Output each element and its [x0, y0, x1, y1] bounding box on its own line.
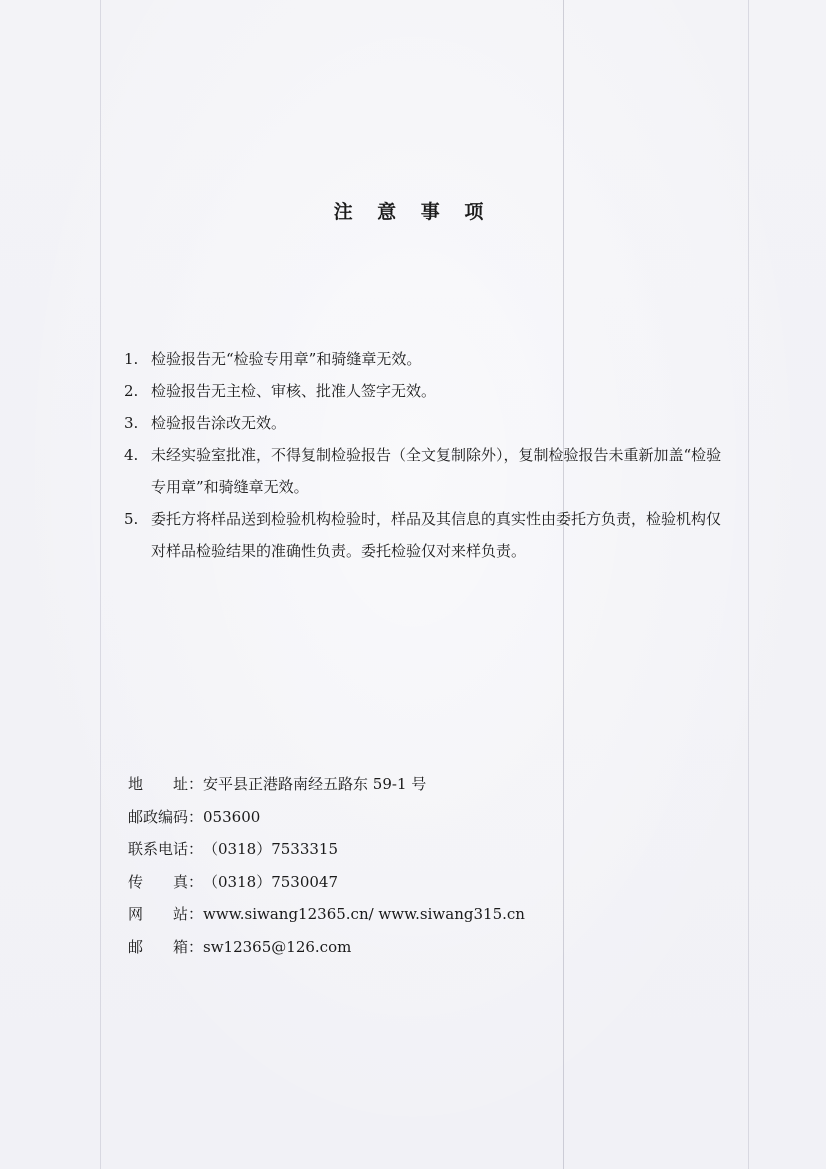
note-text: 检验报告涂改无效。	[151, 414, 287, 432]
note-item	[124, 407, 724, 439]
website-value: www.siwang12365.cn/ www.siwang315.cn	[203, 905, 525, 924]
note-number: 4.	[124, 446, 139, 464]
phone-label: 联系电话：	[128, 840, 204, 859]
address-value: 安平县正港路南经五路东 59-1 号	[203, 775, 427, 793]
email-value: sw12365@126.com	[203, 937, 352, 956]
postcode-row	[128, 801, 525, 834]
note-text: 检验报告无“检验专用章”和骑缝章无效。	[151, 350, 422, 368]
note-number: 5.	[124, 510, 139, 528]
phone-value: （0318）7533315	[203, 840, 338, 859]
fold-line	[748, 0, 749, 1169]
fax-row	[128, 866, 525, 899]
page-title: 注 意 事 项	[333, 201, 493, 223]
note-number: 3.	[124, 414, 139, 432]
note-item	[124, 439, 724, 503]
fax-label: 传 真：	[128, 872, 204, 891]
fold-line	[563, 0, 564, 1169]
notes-list	[124, 343, 724, 567]
note-text: 未经实验室批准，不得复制检验报告（全文复制除外），复制检验报告未重新加盖“检验专用章”和骑缝章无效。	[151, 446, 722, 496]
postcode-label: 邮政编码：	[128, 807, 204, 826]
note-number: 1.	[124, 350, 139, 368]
address-label: 地 址：	[128, 775, 204, 793]
note-number: 2.	[124, 382, 139, 400]
note-item	[124, 503, 724, 567]
email-row	[128, 931, 525, 964]
address-row	[128, 768, 525, 801]
note-text: 委托方将样品送到检验机构检验时，样品及其信息的真实性由委托方负责，检验机构仅对样品检验结果的准确性负责。委托检验仅对来样负责。	[151, 510, 722, 560]
phone-row	[128, 833, 525, 866]
email-label: 邮 箱：	[128, 937, 204, 956]
website-row	[128, 898, 525, 931]
fax-value: （0318）7530047	[203, 872, 338, 891]
contact-info	[128, 768, 525, 964]
website-label: 网 站：	[128, 905, 204, 924]
fold-line	[100, 0, 101, 1169]
postcode-value: 053600	[203, 807, 261, 826]
note-item	[124, 375, 724, 407]
note-item	[124, 343, 724, 375]
note-text: 检验报告无主检、审核、批准人签字无效。	[151, 382, 437, 400]
